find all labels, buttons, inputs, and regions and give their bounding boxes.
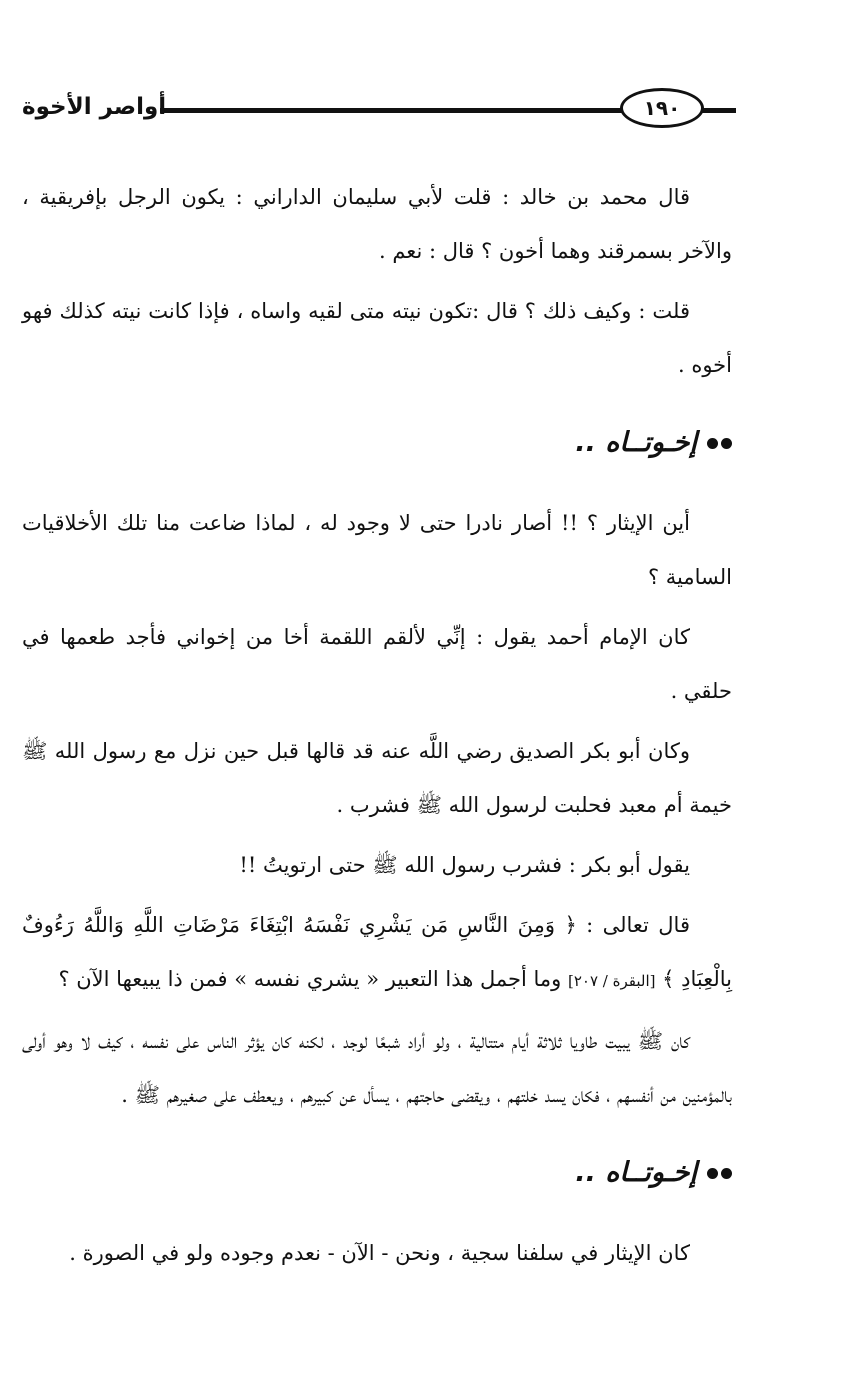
paragraph: كان الإمام أحمد يقول : إنِّي لألقم اللقمة أخا من إخواني فأجد طعمها في حلقي . <box>22 625 732 703</box>
page-header <box>0 84 850 136</box>
paragraph: أين الإيثار ؟ !! أصار نادرا حتى لا وجود له ، لماذا ضاعت منا تلك الأخلاقيات السامية ؟ <box>22 511 732 589</box>
section-heading-text: إخـوتــاه .. <box>575 427 697 458</box>
paragraph: قال محمد بن خالد : قلت لأبي سليمان الداراني : يكون الرجل بإفريقية ، والآخر بسمرقند وهما أخون ؟ قال : نعم . <box>22 185 732 263</box>
quran-verse: ﴿ وَمِنَ النَّاسِ مَن يَشْرِي نَفْسَهُ ابْتِغَاءَ مَرْضَاتِ اللَّهِ وَاللَّهُ رَءُوفٌ بِالْعِبَادِ ﴾ <box>22 913 732 991</box>
page-number: ١٩٠ <box>620 88 704 128</box>
verse-reference: [البقرة / ٢٠٧] <box>568 972 656 990</box>
section-heading <box>22 418 732 468</box>
bullet-dots-icon <box>707 1168 732 1179</box>
paragraph: يقول أبو بكر : فشرب رسول الله ﷺ حتى ارتويتُ !! <box>239 853 690 877</box>
paragraph: وكان أبو بكر الصديق رضي اللَّه عنه قد قالها قبل حين نزل مع رسول الله ﷺ خيمة أم معبد فحلبت لرسول الله ﷺ فشرب . <box>22 739 732 817</box>
paragraph: كان الإيثار في سلفنا سجية ، ونحن - الآن - نعدم وجوده ولو في الصورة . <box>69 1241 690 1265</box>
header-rule <box>160 108 622 113</box>
paragraph: قلت : وكيف ذلك ؟ قال :تكون نيته متى لقيه واساه ، فإذا كانت نيته كذلك فهو أخوه . <box>22 299 732 377</box>
bullet-dots-icon <box>707 438 732 449</box>
paragraph: كان ﷺ يبيت طاويا ثلاثة أيام متتالية ، ولو أراد شبعًا لوجد ، لكنه كان يؤثر الناس على نفسه ، كيف لا وهو أولى بالمؤمنين من أنفسهم ، فكان يسد خلتهم ، ويقضى حاجتهم ، يسأل عن كبيرهم ، ويعطف على صغيرهم ﷺ . <box>22 1029 732 1107</box>
section-heading <box>22 1148 732 1198</box>
quran-paragraph <box>22 898 732 1008</box>
section-heading-text: إخـوتــاه .. <box>575 1157 697 1188</box>
quran-intro: قال تعالى : <box>586 913 690 937</box>
page-body <box>22 170 732 1286</box>
book-title: أواصر الأخوة <box>22 94 167 120</box>
header-rule-right <box>700 108 736 113</box>
quran-commentary: وما أجمل هذا التعبير « يشري نفسه » فمن ذا يبيعها الآن ؟ <box>58 967 562 991</box>
